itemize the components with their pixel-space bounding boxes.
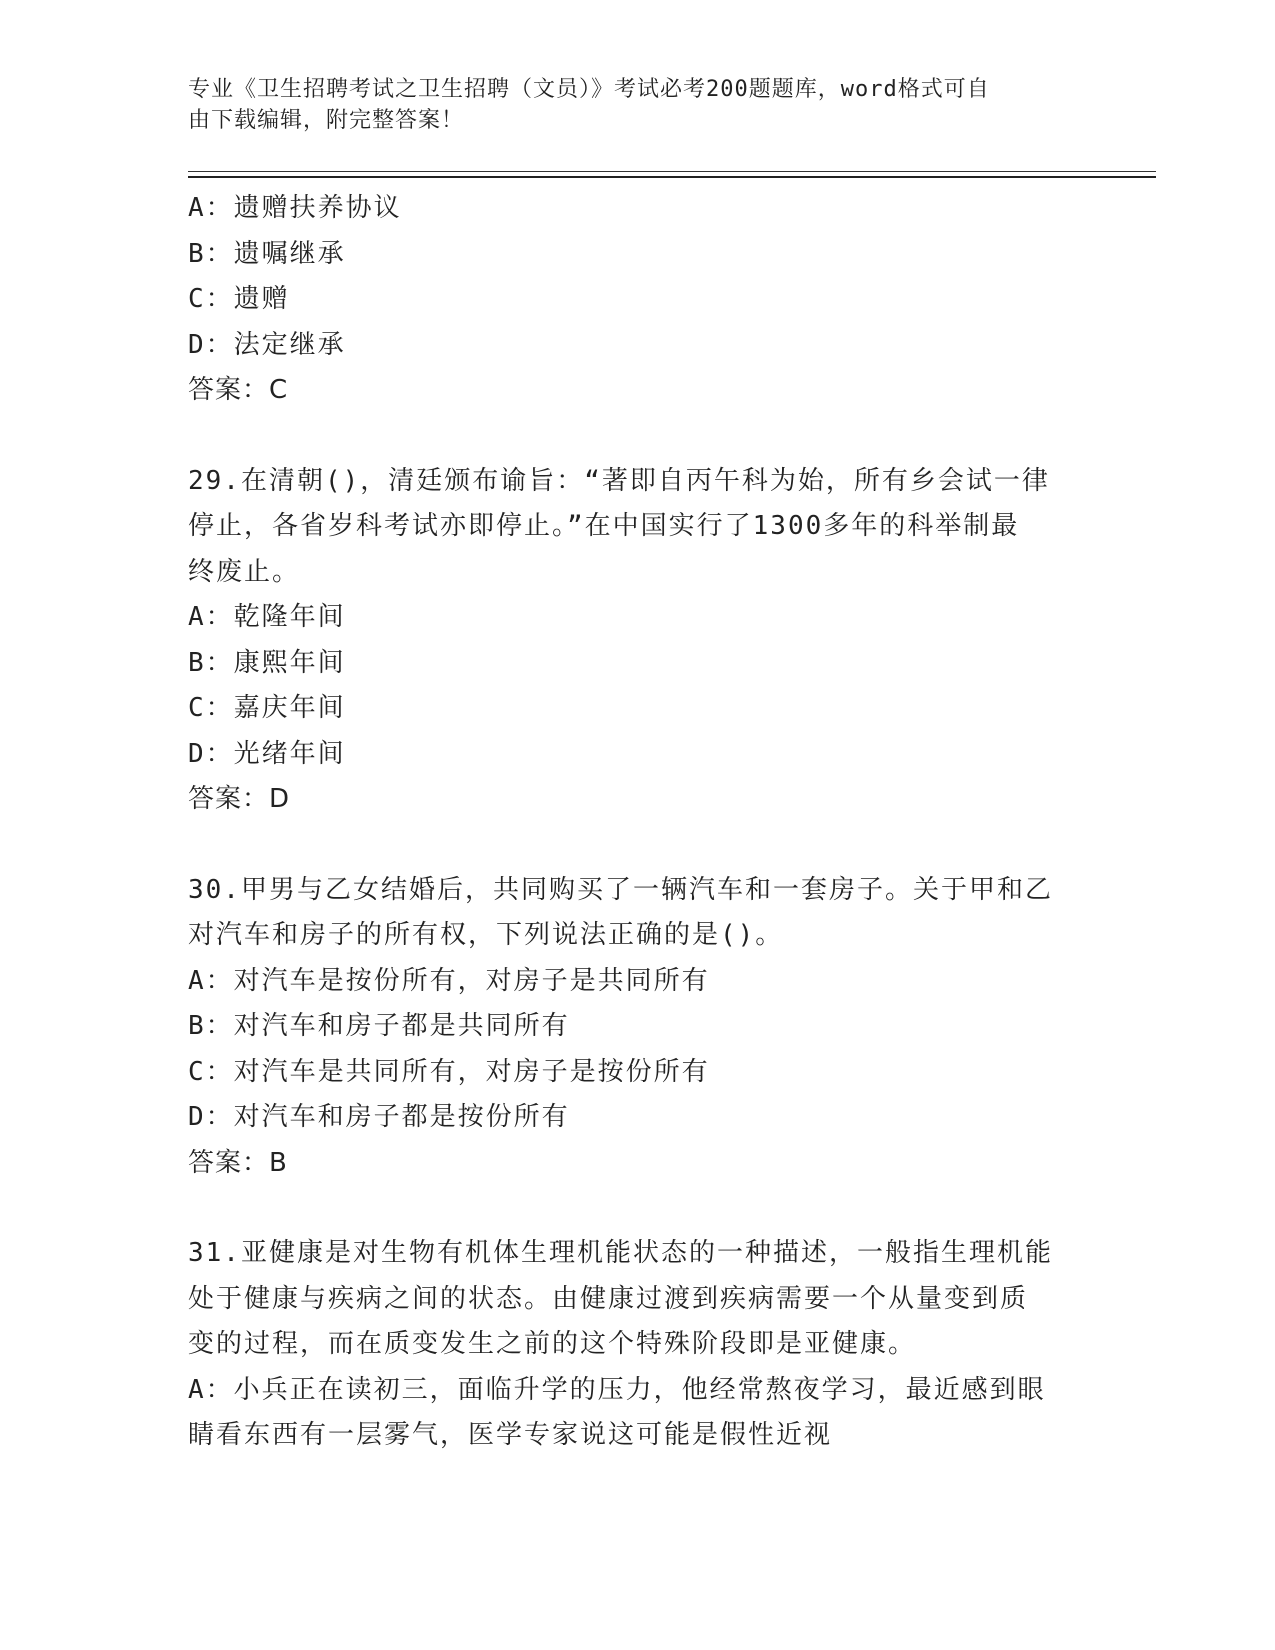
document-header bbox=[188, 74, 1068, 136]
header-line-2: 由下载编辑，附完整答案！ bbox=[188, 108, 465, 133]
option-a-continued: 睛看东西有一层雾气，医学专家说这可能是假性近视 bbox=[188, 1420, 833, 1450]
question-28 bbox=[188, 186, 1088, 414]
header-rule-thin bbox=[188, 171, 1156, 172]
question-stem-line: 30.甲男与乙女结婚后，共同购买了一辆汽车和一套房子。关于甲和乙 bbox=[188, 874, 1053, 905]
option-d: D：对汽车和房子都是按份所有 bbox=[188, 1102, 570, 1132]
question-stem-line: 终废止。 bbox=[188, 556, 301, 587]
option-a: A：遗赠扶养协议 bbox=[188, 193, 402, 223]
question-31 bbox=[188, 1231, 1088, 1459]
answer-line: 答案：B bbox=[188, 1147, 288, 1178]
header-rule-thick bbox=[188, 176, 1156, 178]
option-b: B：康熙年间 bbox=[188, 647, 346, 678]
option-a: A：对汽车是按份所有，对房子是共同所有 bbox=[188, 965, 710, 996]
option-d: D：法定继承 bbox=[188, 329, 346, 360]
answer-line: 答案：D bbox=[188, 784, 291, 814]
question-stem-line: 处于健康与疾病之间的状态。由健康过渡到疾病需要一个从量变到质 bbox=[188, 1283, 1029, 1314]
question-stem-line: 变的过程，而在质变发生之前的这个特殊阶段即是亚健康。 bbox=[188, 1329, 917, 1359]
question-stem-line: 29.在清朝()，清廷颁布谕旨：“著即自丙午科为始，所有乡会试一律 bbox=[188, 465, 1050, 496]
option-a: A：小兵正在读初三，面临升学的压力，他经常熬夜学习，最近感到眼 bbox=[188, 1374, 1046, 1405]
question-stem-line: 31.亚健康是对生物有机体生理机能状态的一种描述，一般指生理机能 bbox=[188, 1238, 1053, 1268]
option-c: C：对汽车是共同所有，对房子是按份所有 bbox=[188, 1056, 710, 1087]
option-b: B：遗嘱继承 bbox=[188, 238, 346, 269]
option-d: D：光绪年间 bbox=[188, 738, 346, 769]
question-29 bbox=[188, 459, 1088, 823]
option-b: B：对汽车和房子都是共同所有 bbox=[188, 1011, 570, 1041]
option-a: A：乾隆年间 bbox=[188, 602, 346, 632]
header-line-1: 专业《卫生招聘考试之卫生招聘（文员）》考试必考200题题库，word格式可自 bbox=[188, 77, 990, 102]
option-c: C：遗赠 bbox=[188, 284, 290, 314]
question-stem-line: 停止，各省岁科考试亦即停止。”在中国实行了1300多年的科举制最 bbox=[188, 511, 1020, 541]
question-30 bbox=[188, 868, 1088, 1187]
question-stem-line: 对汽车和房子的所有权，下列说法正确的是()。 bbox=[188, 920, 784, 950]
question-content bbox=[188, 186, 1088, 1459]
option-c: C：嘉庆年间 bbox=[188, 693, 346, 723]
answer-line: 答案：C bbox=[188, 375, 289, 405]
